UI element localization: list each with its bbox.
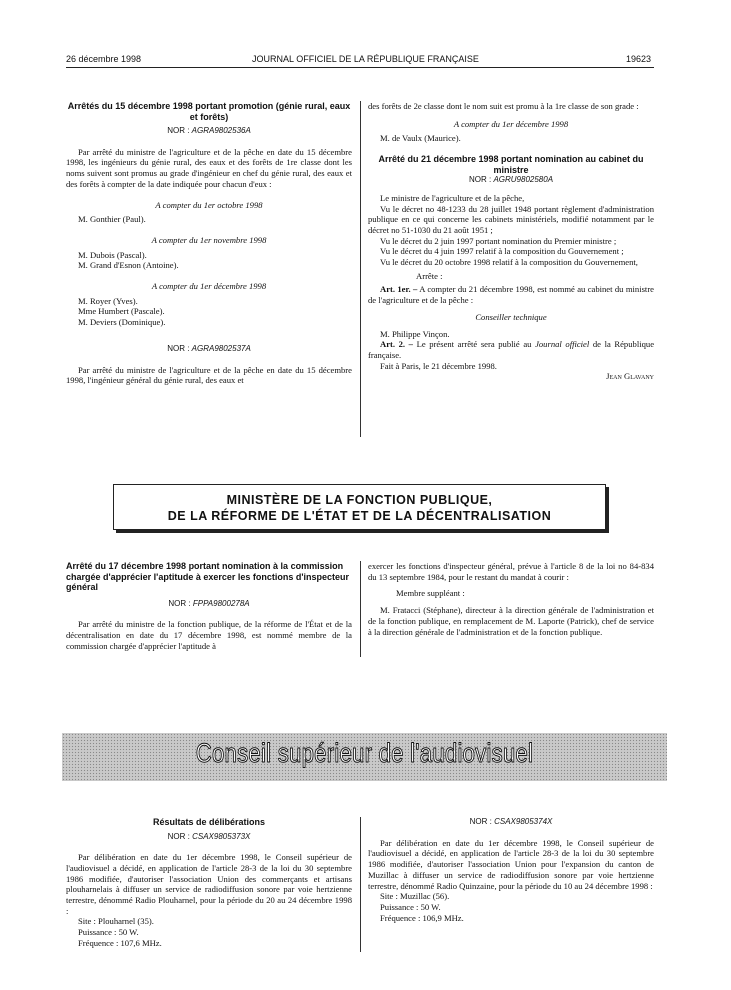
paragraph: M. Fratacci (Stéphane), directeur à la direction générale de l'administration et de la fonction publique, en remplacement de M. Laporte (Patrick), chef de service à la direction générale de l'administration et de la fonction publique. (368, 605, 654, 637)
role-heading: Conseiller technique (475, 311, 547, 322)
column-separator (360, 561, 361, 657)
nor-reference (368, 817, 654, 828)
paragraph: Par délibération en date du 1er décembre 1998, le Conseil supérieur de l'audiovisuel a décidé, en application de l'article 28-3 de la loi du 30 septembre 1986 modifiée, d'autoriser l'association Union pour l'expansion du canton de Muzillac à diffuser un service de radiodiffusion sonore par voie hertzienne terrestre, dénommé Radio Quinzaine, pour la période du 10 au 24 décembre 1998 : (368, 837, 654, 891)
paragraph-continued: exercer les fonctions d'inspecteur général, prévue à l'article 8 de la loi no 84-834 du 13 septembre 1984, pour le restant du mandat à courir : (368, 561, 654, 582)
paragraph: Vu le décret du 20 octobre 1998 relatif à la composition du Gouvernement, (380, 257, 638, 268)
frequency-line: Fréquence : 107,6 MHz. (78, 937, 162, 948)
column-top-right (368, 101, 654, 382)
nor-code: AGRA9802536A (191, 126, 251, 135)
header-date: 26 décembre 1998 (66, 54, 142, 64)
nor-code: CSAX9805373X (192, 831, 251, 841)
site-line: Site : Plouharnel (35). (78, 916, 154, 927)
article-text: de la République française. (368, 339, 655, 360)
article-label: Art. 2. – (380, 339, 413, 350)
person-name: M. de Vaulx (Maurice). (380, 133, 461, 144)
nor-prefix: NOR : (168, 598, 191, 608)
nor-reference (368, 175, 654, 186)
csa-title-band (62, 733, 667, 781)
paragraph: Par arrêté du ministre de l'agriculture et de la pêche en date du 15 décembre 1998, l'ingénieur général du génie rural, des eaux et (66, 364, 352, 386)
header-journal-title: JOURNAL OFFICIEL DE LA RÉPUBLIQUE FRANÇAISE (252, 54, 479, 64)
header-page-number: 19623 (626, 54, 652, 64)
article-label: Art. 1er. – (380, 284, 418, 295)
nor-code: CSAX9805374X (494, 817, 553, 826)
signature-name: Jean Glavany (606, 371, 654, 382)
nor-prefix: NOR : (167, 126, 190, 135)
section-title-cabinet: Arrêté du 21 décembre 1998 portant nomination au cabinet du ministre (378, 154, 644, 175)
csa-title: Conseil supérieur de l'audiovisuel (195, 738, 534, 768)
column-separator (360, 817, 361, 952)
paragraph: Vu le décret du 2 juin 1997 portant nomination du Premier ministre ; (380, 235, 617, 246)
article-1 (368, 284, 654, 305)
signature-place-date: Fait à Paris, le 21 décembre 1998. (380, 360, 497, 371)
article-text: A compter du 21 décembre 1998, est nommé au cabinet du ministre de l'agriculture et de la pêche : (368, 284, 654, 306)
section-title-results: Résultats de délibérations (152, 817, 266, 827)
nor-code: FPPA9800278A (192, 598, 250, 608)
article-text-italic: Journal officiel (535, 339, 590, 350)
section-title-commission: Arrêté du 17 décembre 1998 portant nomination à la commission chargée d'apprécier l'aptitude à exercer les fonctions d'inspecteur général (66, 561, 350, 592)
ministry-line-1: MINISTÈRE DE LA FONCTION PUBLIQUE, (226, 493, 493, 507)
paragraph: Par arrêté du ministre de la fonction publique, de la réforme de l'État et de la décentralisation en date du 17 décembre 1998, est nommé membre de la commission chargée d'apprécier l'aptitude à (66, 619, 352, 651)
arrete-label: Arrête : (416, 270, 443, 281)
nor-prefix: NOR : (167, 831, 190, 841)
site-line: Site : Muzillac (56). (380, 891, 450, 902)
column-bottom-right (368, 817, 654, 923)
column-middle-left (66, 561, 352, 651)
nor-code: AGRA9802537A (191, 343, 251, 353)
date-heading: A compter du 1er novembre 1998 (151, 234, 267, 245)
article-text: Le présent arrêté sera publié au (416, 339, 532, 350)
nor-prefix: NOR : (468, 175, 492, 185)
person-name: M. Philippe Vinçon. (380, 328, 450, 339)
nor-code: AGRU9802580A (493, 175, 554, 185)
power-line: Puissance : 50 W. (380, 901, 441, 912)
nor-prefix: NOR : (167, 343, 190, 353)
member-label: Membre suppléant : (396, 588, 465, 599)
section-title-promotion: Arrêtés du 15 décembre 1998 portant promotion (génie rural, eaux et forêts) (67, 101, 351, 122)
column-top-left (66, 101, 352, 386)
nor-reference (66, 344, 352, 355)
paragraph-continued: des forêts de 2e classe dont le nom suit est promu à la 1re classe de son grade : (368, 101, 639, 111)
article-2 (368, 339, 654, 360)
paragraph: Vu le décret no 48-1233 du 28 juillet 1948 portant règlement d'administration publique en ce qui concerne les cabinets ministériels, modifié notamment par le décret no 51-1030 du 21 août 1951 ; (368, 203, 654, 235)
ministry-line-2: DE LA RÉFORME DE L'ÉTAT ET DE LA DÉCENTRALISATION (167, 509, 552, 523)
date-heading: A compter du 1er décembre 1998 (453, 118, 569, 129)
frequency-line: Fréquence : 106,9 MHz. (380, 912, 464, 923)
power-line: Puissance : 50 W. (78, 927, 139, 938)
paragraph: Par arrêté du ministre de l'agriculture et de la pêche en date du 15 décembre 1998, les ingénieurs du génie rural, des eaux et des forêts de 1re classe dont les noms suivent sont promus au grade d'ingénieur en chef du génie rural, des eaux et des forêts à compter de la date indiquée pour chacun d'eux : (66, 146, 352, 189)
column-bottom-left (66, 817, 352, 949)
person-name: M. Grand d'Esnon (Antoine). (78, 260, 179, 271)
column-separator (360, 101, 361, 437)
nor-reference (66, 599, 352, 610)
date-heading: A compter du 1er décembre 1998 (151, 281, 267, 292)
header-rule (66, 67, 654, 68)
column-middle-right (368, 561, 654, 637)
person-name: M. Royer (Yves). (78, 295, 138, 306)
person-name: M. Deviers (Dominique). (78, 317, 166, 328)
person-name: M. Dubois (Pascal). (78, 249, 147, 260)
person-name: M. Gonthier (Paul). (78, 214, 146, 225)
nor-prefix: NOR : (469, 817, 492, 826)
paragraph: Vu le décret du 4 juin 1997 relatif à la composition du Gouvernement ; (380, 246, 624, 257)
nor-reference (66, 832, 352, 843)
ministry-banner (113, 484, 606, 530)
date-heading: A compter du 1er octobre 1998 (155, 199, 263, 210)
person-name: Mme Humbert (Pascale). (78, 306, 165, 317)
nor-reference (66, 126, 352, 137)
paragraph: Par délibération en date du 1er décembre 1998, le Conseil supérieur de l'audiovisuel a décidé, en application de l'article 28-3 de la loi du 30 septembre 1986 modifiée, d'autoriser l'association Union des commerçants et artisans plouharnelais à diffuser un service de radiodiffusion sonore par voie hertzienne terrestre, dénommé Radio Plouharnel, pour la période du 20 au 24 décembre 1998 : (66, 852, 352, 916)
paragraph: Le ministre de l'agriculture et de la pêche, (380, 192, 525, 203)
